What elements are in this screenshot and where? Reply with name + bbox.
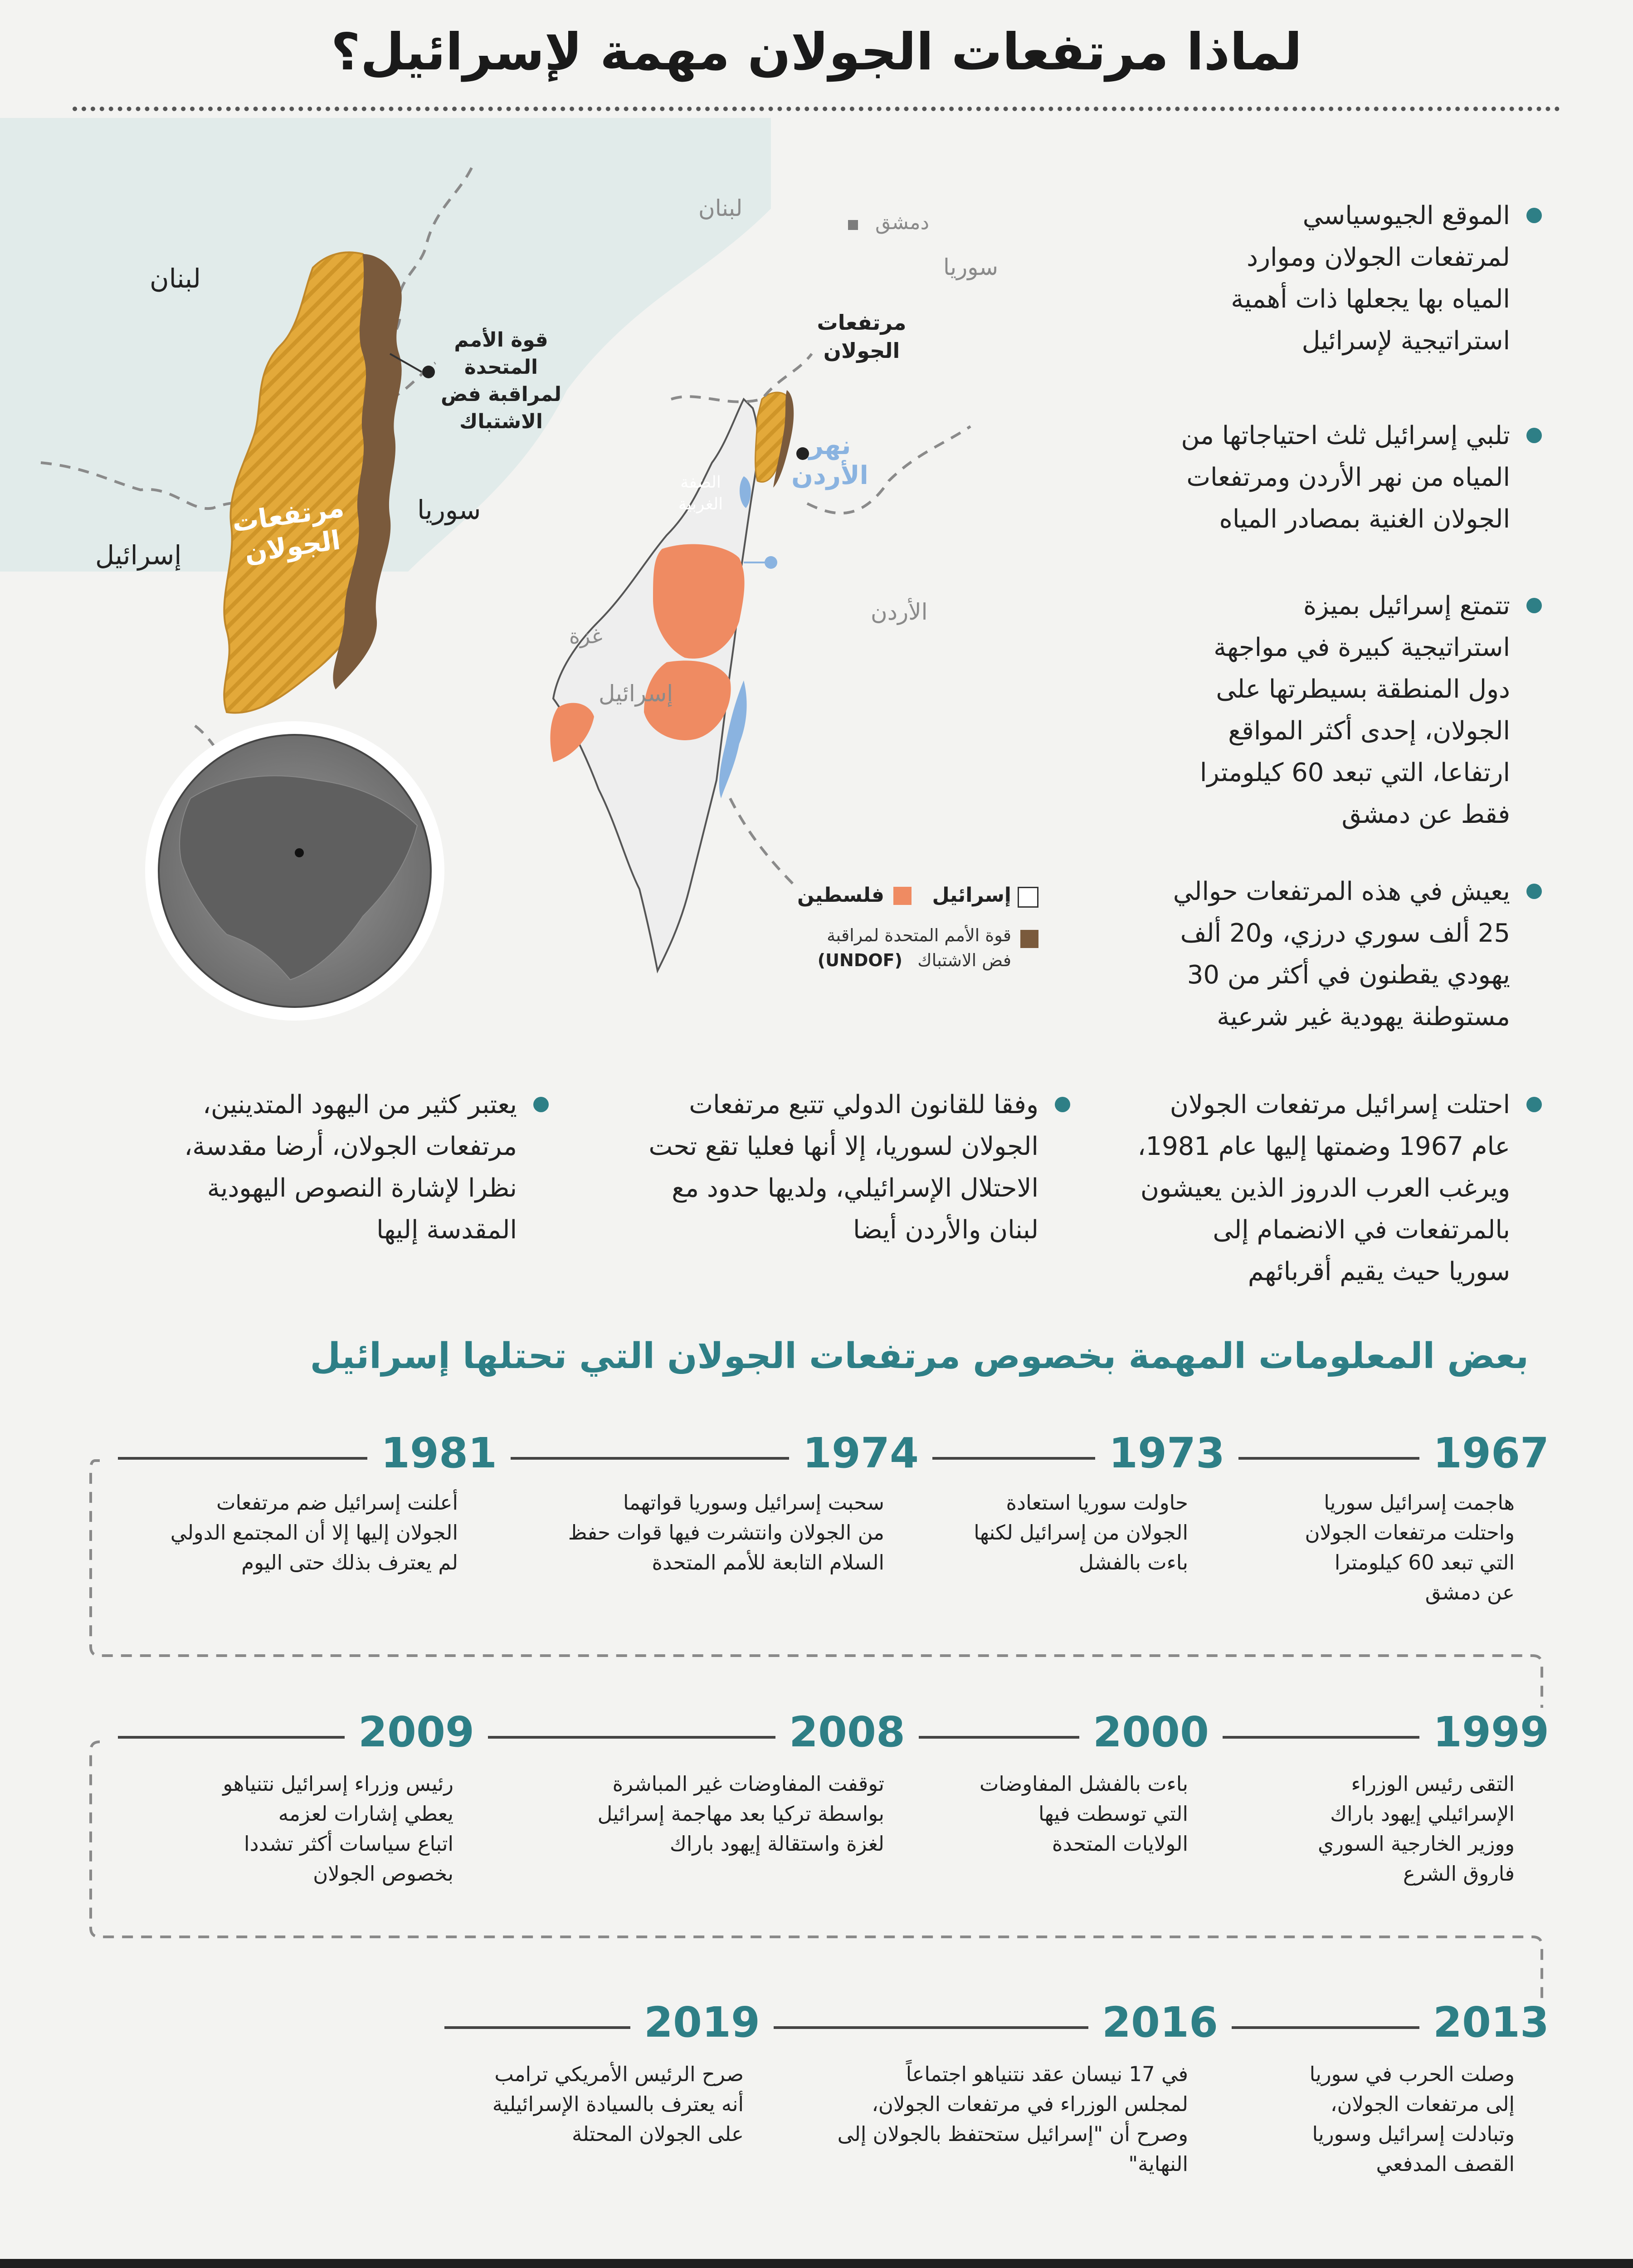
year-1999: 1999 <box>1419 1708 1563 1756</box>
label-syria-zoom: سوريا <box>417 494 481 525</box>
bullet-icon <box>1526 598 1542 613</box>
bullet-icon <box>1055 1097 1070 1112</box>
border-regional-north <box>671 354 812 402</box>
point-text: وفقا للقانون الدولي تتبع مرتفعات الجولان لسوريا، إلا أنها فعليا تقع تحت الاحتلال الإسرائيلي، ولديها حدود مع لبنان والأردن أيضا <box>648 1090 1038 1245</box>
timeline-title: بعض المعلومات المهمة بخصوص مرتفعات الجولان التي تحتلها إسرائيل <box>310 1336 1529 1377</box>
label-israel-region: إسرائيل <box>599 680 673 707</box>
label-gaza: غزة <box>569 624 603 648</box>
legend-palestine-swatch <box>893 887 912 905</box>
label-golan-region: مرتفعات الجولان <box>817 310 907 363</box>
event-2009: رئيس وزراء إسرائيل نتنياهو يعطي إشارات لعزمه اتباع سياسات أكثر تشددا بخصوص الجولان <box>223 1772 453 1886</box>
bullet-icon <box>1526 428 1542 443</box>
bullet-icon <box>1526 1097 1542 1112</box>
timeline-line-row3 <box>444 2026 1487 2029</box>
event-1967: هاجمت إسرائيل سوريا واحتلت مرتفعات الجولان التي تبعد 60 كيلومترا عن دمشق <box>1305 1491 1515 1604</box>
label-israel-zoom: إسرائيل <box>95 540 182 571</box>
label-lebanon-region: لبنان <box>698 195 743 221</box>
event-1981: أعلنت إسرائيل ضم مرتفعات الجولان إليها إلا أن المجتمع الدولي لم يعترف بذلك حتى اليوم <box>170 1491 458 1574</box>
bullet-icon <box>1526 884 1542 899</box>
point-text: يعتبر كثير من اليهود المتدينين، مرتفعات الجولان، أرضا مقدسة، نظرا لإشارة النصوص اليهودية المقدسة إليها <box>184 1090 517 1245</box>
point-text: احتلت إسرائيل مرتفعات الجولان عام 1967 وضمتها إليها عام 1981، ويرغب العرب الدروز الذين يعيشون بالمرتفعات في الانضمام إلى سوريا حيث يقيم أقربائهم <box>1137 1090 1510 1286</box>
label-golan-zoom: مرتفعات الجولان <box>230 492 346 569</box>
event-1999: التقى رئيس الوزراء الإسرائيلي إيهود باراك ووزير الخارجية السوري فاروق الشرع <box>1318 1772 1515 1886</box>
year-2000: 2000 <box>1079 1708 1223 1756</box>
year-2019: 2019 <box>630 1998 774 2047</box>
year-1974: 1974 <box>789 1429 932 1477</box>
point-text: تلبي إسرائيل ثلث احتياجاتها من المياه من نهر الأردن ومرتفعات الجولان الغنية بمصادر المياه <box>1181 421 1510 534</box>
legend-undof-label-2: فض الاشتباك <box>917 950 1011 970</box>
year-1973: 1973 <box>1095 1429 1238 1477</box>
legend-israel-label: إسرائيل <box>932 884 1011 907</box>
damascus-marker <box>848 220 858 230</box>
event-2008: توقفت المفاوضات غير المباشرة بواسطة تركيا بعد مهاجمة إسرائيل لغزة واستقالة إيهود باراك <box>597 1772 884 1856</box>
footer <box>0 2259 1633 2268</box>
year-2009: 2009 <box>345 1708 488 1756</box>
globe-highlight <box>295 848 304 857</box>
year-2013: 2013 <box>1419 1998 1563 2047</box>
year-2008: 2008 <box>775 1708 919 1756</box>
point-text: الموقع الجيوسياسي لمرتفعات الجولان وموارد المياه بها يجعلها ذات أهمية استراتيجية لإسرائيل <box>1231 201 1510 356</box>
bullet-icon <box>533 1097 549 1112</box>
event-1974: سحبت إسرائيل وسوريا قواتهما من الجولان وانتشرت فيها قوات حفظ السلام التابعة للأمم المتحدة <box>568 1491 884 1574</box>
label-damascus: دمشق <box>875 211 930 234</box>
year-1967: 1967 <box>1419 1429 1563 1477</box>
event-2019: صرح الرئيس الأمريكي ترامب أنه يعترف بالسيادة الإسرائيلية على الجولان المحتلة <box>492 2062 744 2146</box>
legend-undof-label-1: قوة الأمم المتحدة لمراقبة <box>827 925 1011 945</box>
event-1973: حاولت سوريا استعادة الجولان من إسرائيل لكنها باءت بالفشل <box>974 1491 1188 1574</box>
event-2013: وصلت الحرب في سوريا إلى مرتفعات الجولان، وتبادلت إسرائيل وسوريا القصف المدفعي <box>1309 2062 1515 2176</box>
legend-palestine-label: فلسطين <box>797 884 884 907</box>
point-text: يعيش في هذه المرتفعات حوالي 25 ألف سوري درزي، و20 ألف يهودي يقطنون في أكثر من 30 مستوطنة يهودية غير شرعية <box>1173 877 1510 1031</box>
title-divider <box>73 107 1560 111</box>
year-1981: 1981 <box>367 1429 511 1477</box>
point-text: تتمتع إسرائيل بميزة استراتيجية كبيرة في مواجهة دول المنطقة بسيطرتها على الجولان، إحدى أكثر المواقع ارتفاعا، التي تبعد 60 كيلومترا فقط عن دمشق <box>1199 591 1510 829</box>
border-regional-jordan <box>730 798 798 889</box>
label-undof-zoom: قوة الأمم المتحدة لمراقبة فض الاشتباك <box>440 328 562 433</box>
label-west-bank: الضفة الغربية <box>678 473 723 513</box>
event-2000: باءت بالفشل المفاوضات التي توسطت فيها الولايات المتحدة <box>979 1772 1188 1856</box>
label-jordan-region: الأردن <box>871 599 928 625</box>
label-syria-region: سوريا <box>943 254 999 280</box>
page-title: لماذا مرتفعات الجولان مهمة لإسرائيل؟ <box>331 23 1302 82</box>
event-2016: في 17 نيسان عقد نتنياهو اجتماعاً لمجلس الوزراء في مرتفعات الجولان، وصرح أن "إسرائيل ستحتفظ بالجولان إلى النهاية" <box>837 2062 1188 2176</box>
label-lebanon-zoom: لبنان <box>150 263 201 294</box>
legend-undof-abbr: (UNDOF) <box>817 950 902 970</box>
bullet-icon <box>1526 208 1542 223</box>
label-jordan-river: نهر الأردن <box>791 431 868 490</box>
year-2016: 2016 <box>1088 1998 1232 2047</box>
